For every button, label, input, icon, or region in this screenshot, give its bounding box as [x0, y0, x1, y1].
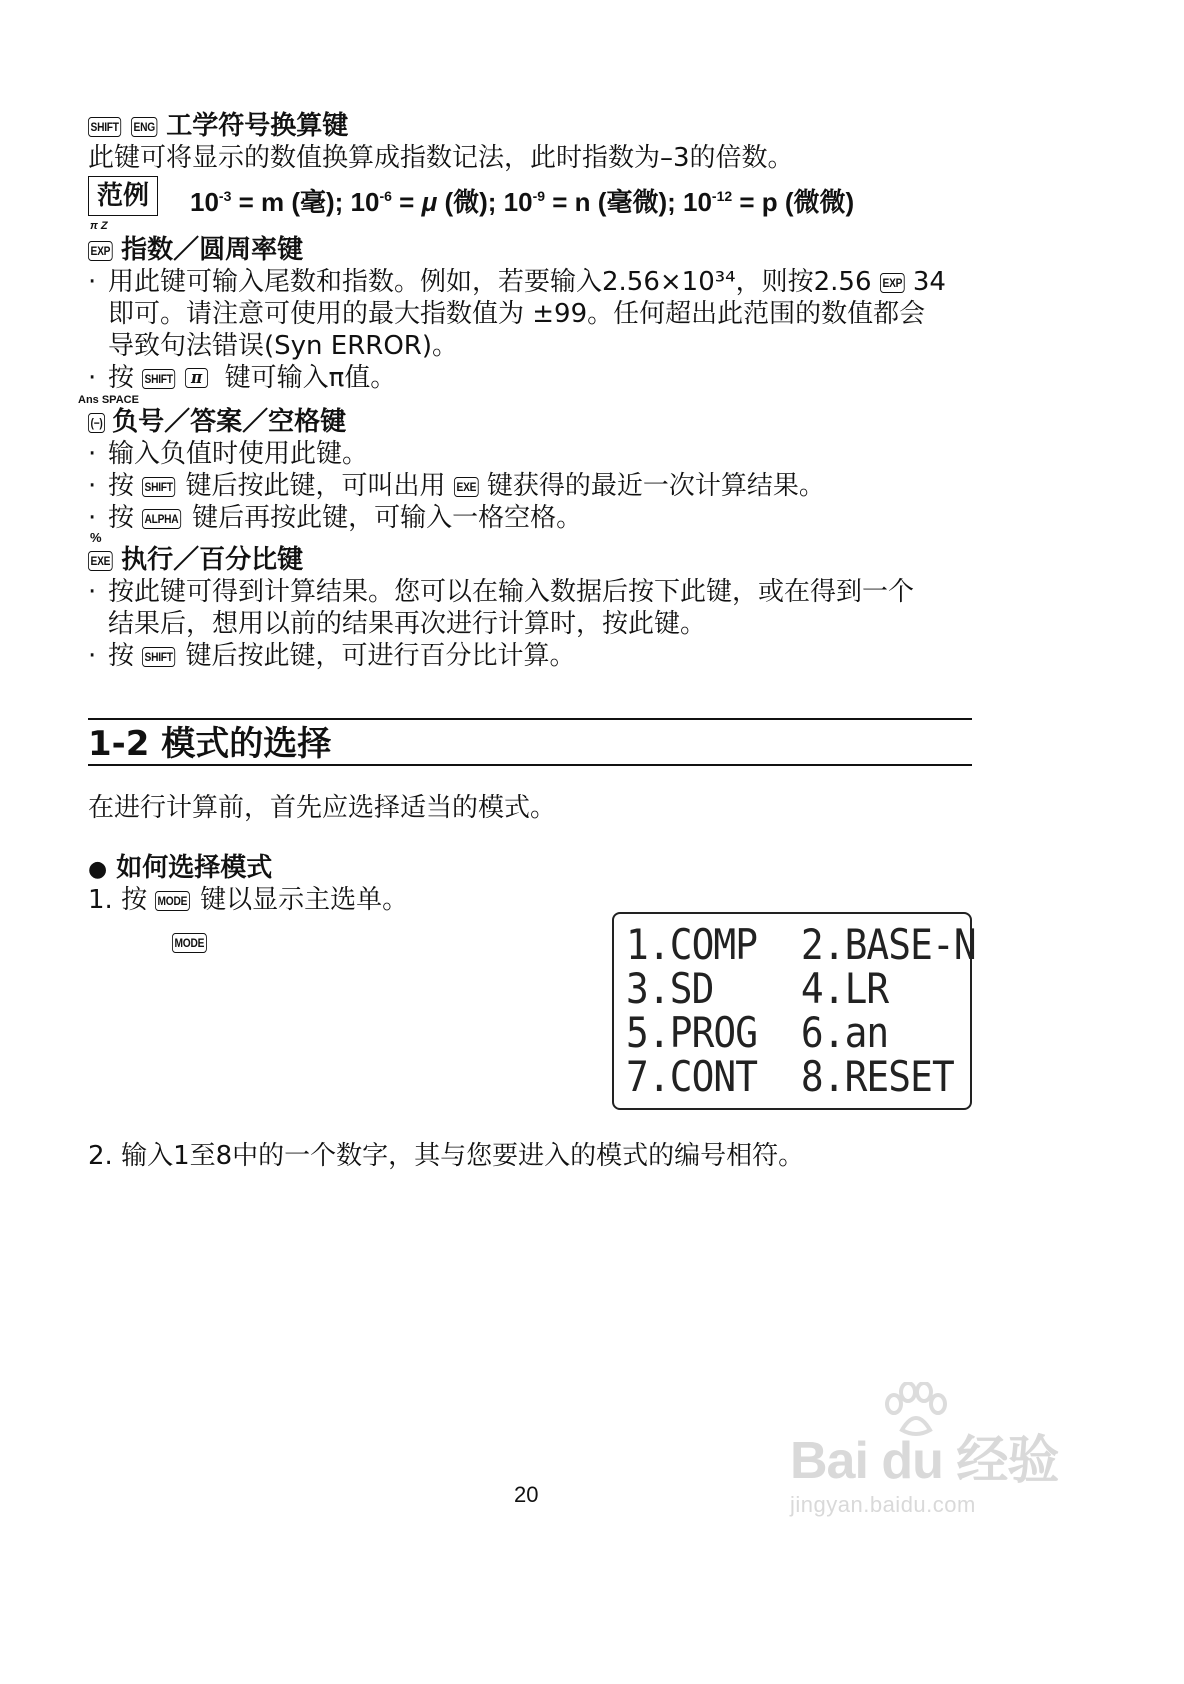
lcd-row-3: 5.PROG 6.an — [626, 1008, 889, 1057]
mode-key-standalone — [172, 926, 217, 958]
neg-key-shift-labels: Ans SPACE — [78, 394, 139, 406]
eng-formula: $10^{-3} = m$ (毫); $10^{-6} = \mu$ (微); $10^{-9} = n$ (毫微); $10^{-12} = p$ (微微) — [190, 187, 855, 217]
exp-line-4: · 按 SHIFT π 键可输入π值。 — [88, 363, 397, 393]
shift-key-icon: SHIFT — [142, 477, 175, 497]
mode-intro: 在进行计算前，首先应选择适当的模式。 — [88, 793, 557, 823]
exp-key-inline-icon: EXP — [880, 273, 905, 293]
page-number: 20 — [514, 1482, 539, 1507]
shift-key-icon: SHIFT — [142, 647, 175, 667]
pi-key-icon: π — [185, 368, 208, 388]
watermark-logo: Bai du 经验 — [790, 1432, 1059, 1490]
neg-line-1: · 输入负值时使用此键。 — [88, 439, 369, 469]
section-title: 1-2 模式的选择 — [88, 724, 332, 764]
lcd-row-1: 1.COMP 2.BASE-N — [626, 920, 976, 969]
neg-line-2-text-c: 键获得的最近一次计算结果。 — [486, 471, 825, 501]
paw-icon — [880, 1382, 950, 1442]
how-to-heading — [88, 852, 272, 886]
bullet-dot-icon: ● — [88, 857, 108, 882]
exp-line-3: 导致句法错误(Syn ERROR)。 — [108, 331, 459, 361]
eng-description: 此键可将显示的数值换算成指数记法，此时指数为–3的倍数。 — [88, 143, 794, 173]
negative-key-icon: (−) — [88, 413, 105, 433]
mode-key-icon: MODE — [155, 891, 190, 911]
exp-line-1-number: 34 — [912, 267, 946, 297]
step-1-text-a: 1. 按 — [88, 885, 148, 915]
watermark-url: jingyan.baidu.com — [790, 1492, 976, 1517]
neg-line-2-text-a: 按 — [108, 471, 135, 501]
shift-key-icon: SHIFT — [88, 117, 121, 137]
neg-line-1-text: 输入负值时使用此键。 — [108, 439, 369, 469]
exe-line-1-text: 按此键可得到计算结果。您可以在输入数据后按下此键，或在得到一个 — [108, 577, 915, 607]
alpha-key-icon: ALPHA — [142, 509, 181, 529]
exp-heading — [88, 234, 303, 266]
exe-line-2: 结果后，想用以前的结果再次进行计算时，按此键。 — [108, 609, 707, 639]
lcd-display — [612, 912, 976, 1110]
example-label: 范例 — [88, 176, 158, 216]
step-2: 2. 输入1至8中的一个数字，其与您要进入的模式的编号相符。 — [88, 1141, 805, 1171]
step-1 — [88, 884, 408, 916]
eng-heading — [88, 110, 348, 142]
eng-title: 工学符号换算键 — [166, 111, 349, 141]
neg-line-3-text-a: 按 — [108, 503, 135, 533]
exe-key-icon: EXE — [88, 551, 113, 571]
exe-title: 执行／百分比键 — [121, 545, 304, 575]
exp-line-4-text-a: 按 — [108, 363, 135, 393]
neg-line-2-text-b: 键后按此键，可叫出用 — [185, 471, 446, 501]
exe-heading — [88, 544, 303, 576]
exe-key-icon: EXE — [454, 477, 479, 497]
shift-key-icon: SHIFT — [142, 369, 175, 389]
how-to-title: 如何选择模式 — [116, 853, 273, 883]
exe-line-3-text-b: 键后按此键，可进行百分比计算。 — [185, 641, 576, 671]
exe-key-shift-label: % — [90, 530, 102, 545]
exp-line-1-text: 用此键可输入尾数和指数。例如，若要输入2.56×10³⁴，则按2.56 — [108, 267, 872, 297]
neg-heading — [88, 406, 346, 438]
exp-line-2: 即可。请注意可使用的最大指数值为 ±99。任何超出此范围的数值都会 — [108, 299, 926, 329]
mode-key-icon: MODE — [172, 933, 207, 953]
eng-key-icon: ENG — [131, 117, 157, 137]
section-rule-bottom — [88, 764, 972, 766]
exe-line-3-text-a: 按 — [108, 641, 135, 671]
exe-line-1: · 按此键可得到计算结果。您可以在输入数据后按下此键，或在得到一个 — [88, 577, 915, 607]
neg-line-2: · 按 SHIFT 键后按此键，可叫出用 EXE 键获得的最近一次计算结果。 — [88, 471, 825, 501]
exe-line-3: · 按 SHIFT 键后按此键，可进行百分比计算。 — [88, 641, 576, 671]
neg-title: 负号／答案／空格键 — [112, 407, 347, 437]
neg-line-3: · 按 ALPHA 键后再按此键，可输入一格空格。 — [88, 503, 583, 533]
section-rule-top — [88, 718, 972, 720]
lcd-row-4: 7.CONT 8.RESET — [626, 1052, 954, 1101]
exp-line-1: · 用此键可输入尾数和指数。例如，若要输入2.56×10³⁴，则按2.56 EXP 34 — [88, 267, 946, 297]
exp-key-shift-labels: π Z — [90, 220, 108, 232]
exp-title: 指数／圆周率键 — [121, 235, 304, 265]
exp-key-icon: EXP — [88, 241, 113, 261]
exp-line-4-text-b: 键可输入π值。 — [224, 363, 397, 393]
step-1-text-b: 键以显示主选单。 — [200, 885, 409, 915]
neg-line-3-text-b: 键后再按此键，可输入一格空格。 — [192, 503, 583, 533]
lcd-row-2: 3.SD 4.LR — [626, 964, 889, 1013]
